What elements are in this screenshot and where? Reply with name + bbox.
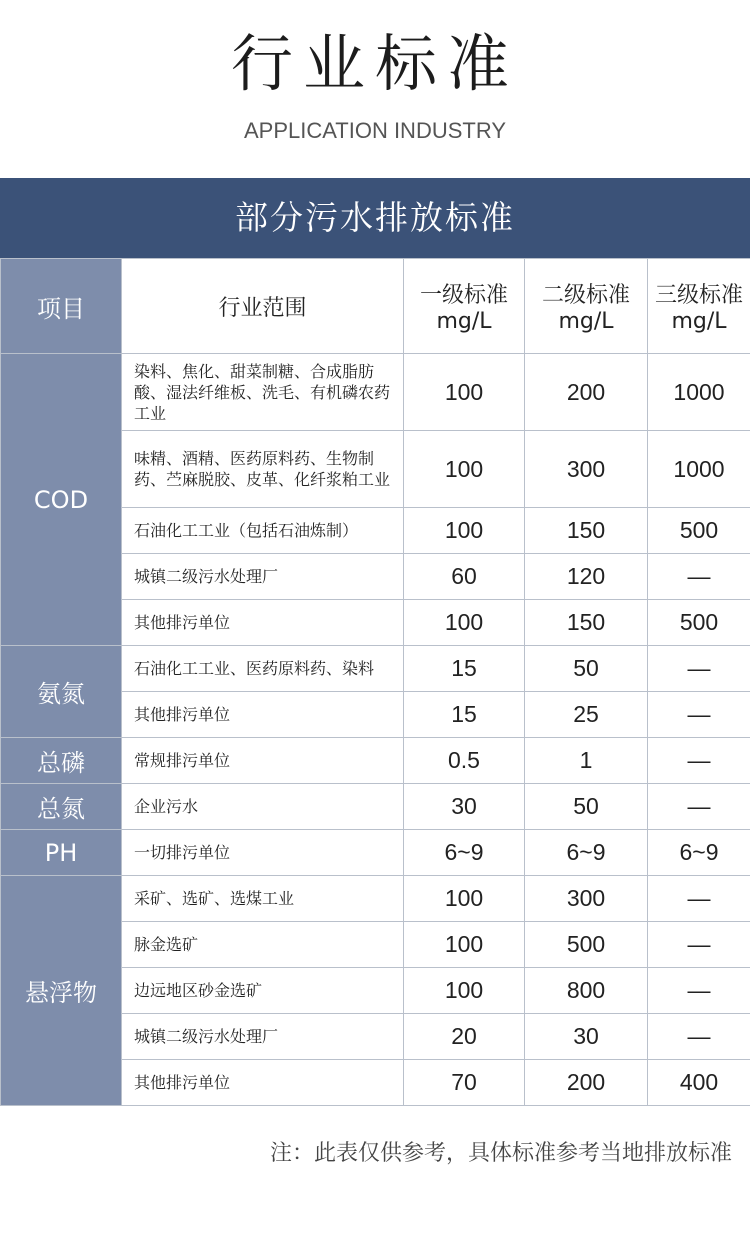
row-scope: 其他排污单位 <box>122 692 404 738</box>
row-scope: 其他排污单位 <box>122 600 404 646</box>
header-level2 <box>525 259 648 354</box>
row-level1: 0.5 <box>404 738 525 784</box>
row-level2: 200 <box>525 1060 648 1106</box>
row-level1: 100 <box>404 922 525 968</box>
page-title: 行业标准 <box>230 27 519 100</box>
table-row <box>1 738 750 784</box>
row-scope: 染料、焦化、甜菜制糖、合成脂肪酸、湿法纤维板、洗毛、有机磷农药工业 <box>122 354 404 431</box>
row-scope: 味精、酒精、医药原料药、生物制药、苎麻脱胶、皮革、化纤浆粕工业 <box>122 431 404 508</box>
row-level1: 100 <box>404 354 525 431</box>
row-scope: 常规排污单位 <box>122 738 404 784</box>
row-level3: — <box>648 554 750 600</box>
table-row <box>1 876 750 922</box>
row-level3: — <box>648 968 750 1014</box>
row-scope: 采矿、选矿、选煤工业 <box>122 876 404 922</box>
row-scope: 石油化工工业（包括石油炼制） <box>122 508 404 554</box>
row-level2: 800 <box>525 968 648 1014</box>
row-level1: 6~9 <box>404 830 525 876</box>
row-level2: 50 <box>525 646 648 692</box>
row-level1: 20 <box>404 1014 525 1060</box>
row-level2: 50 <box>525 784 648 830</box>
row-scope: 一切排污单位 <box>122 830 404 876</box>
header-item: 项目 <box>1 259 122 354</box>
row-level1: 100 <box>404 508 525 554</box>
row-level1: 100 <box>404 968 525 1014</box>
table-row <box>1 646 750 692</box>
row-level1: 100 <box>404 876 525 922</box>
row-level1: 15 <box>404 692 525 738</box>
row-level1: 100 <box>404 600 525 646</box>
category-nitrogen: 总氮 <box>1 784 122 830</box>
table-row <box>1 784 750 830</box>
row-scope: 城镇二级污水处理厂 <box>122 554 404 600</box>
row-level2: 120 <box>525 554 648 600</box>
page-header <box>0 0 750 154</box>
row-scope: 脉金选矿 <box>122 922 404 968</box>
row-level3: — <box>648 922 750 968</box>
row-level3: 400 <box>648 1060 750 1106</box>
table-banner: 部分污水排放标准 <box>0 178 750 258</box>
row-level3: 1000 <box>648 354 750 431</box>
row-level3: — <box>648 738 750 784</box>
row-level2: 300 <box>525 876 648 922</box>
row-level1: 70 <box>404 1060 525 1106</box>
header-level3-label: 三级标准 <box>654 283 743 308</box>
header-level2-label: 二级标准 <box>541 283 630 308</box>
header-level3 <box>648 259 750 354</box>
table-row <box>1 354 750 431</box>
row-scope: 其他排污单位 <box>122 1060 404 1106</box>
row-level1: 100 <box>404 431 525 508</box>
table-header-row <box>1 259 750 354</box>
row-level2: 25 <box>525 692 648 738</box>
category-suspended: 悬浮物 <box>1 876 122 1106</box>
row-level2: 150 <box>525 508 648 554</box>
row-level2: 30 <box>525 1014 648 1060</box>
row-level3: 1000 <box>648 431 750 508</box>
row-level2: 200 <box>525 354 648 431</box>
row-level2: 6~9 <box>525 830 648 876</box>
header-level3-unit: mg/L <box>671 309 727 334</box>
row-level2: 150 <box>525 600 648 646</box>
category-phosphorus: 总磷 <box>1 738 122 784</box>
footnote: 注：此表仅供参考，具体标准参考当地排放标准 <box>269 1141 732 1166</box>
row-level2: 300 <box>525 431 648 508</box>
header-level1-label: 一级标准 <box>419 283 508 308</box>
category-cod: COD <box>1 354 122 646</box>
row-level3: — <box>648 692 750 738</box>
row-level2: 500 <box>525 922 648 968</box>
table-row <box>1 830 750 876</box>
category-ammonia: 氨氮 <box>1 646 122 738</box>
discharge-standards-table <box>0 258 750 1106</box>
row-level3: — <box>648 784 750 830</box>
row-level1: 60 <box>404 554 525 600</box>
header-level2-unit: mg/L <box>558 309 614 334</box>
row-scope: 石油化工工业、医药原料药、染料 <box>122 646 404 692</box>
row-level3: 500 <box>648 508 750 554</box>
row-level1: 30 <box>404 784 525 830</box>
row-scope: 边远地区砂金选矿 <box>122 968 404 1014</box>
header-level1-unit: mg/L <box>436 309 492 334</box>
row-level3: 6~9 <box>648 830 750 876</box>
row-level2: 1 <box>525 738 648 784</box>
row-level3: 500 <box>648 600 750 646</box>
row-level1: 15 <box>404 646 525 692</box>
header-level1 <box>404 259 525 354</box>
row-scope: 城镇二级污水处理厂 <box>122 1014 404 1060</box>
row-level3: — <box>648 646 750 692</box>
page-subtitle: APPLICATION INDUSTRY <box>243 118 506 143</box>
row-level3: — <box>648 1014 750 1060</box>
row-scope: 企业污水 <box>122 784 404 830</box>
header-scope: 行业范围 <box>122 259 404 354</box>
category-ph: PH <box>1 830 122 876</box>
row-level3: — <box>648 876 750 922</box>
